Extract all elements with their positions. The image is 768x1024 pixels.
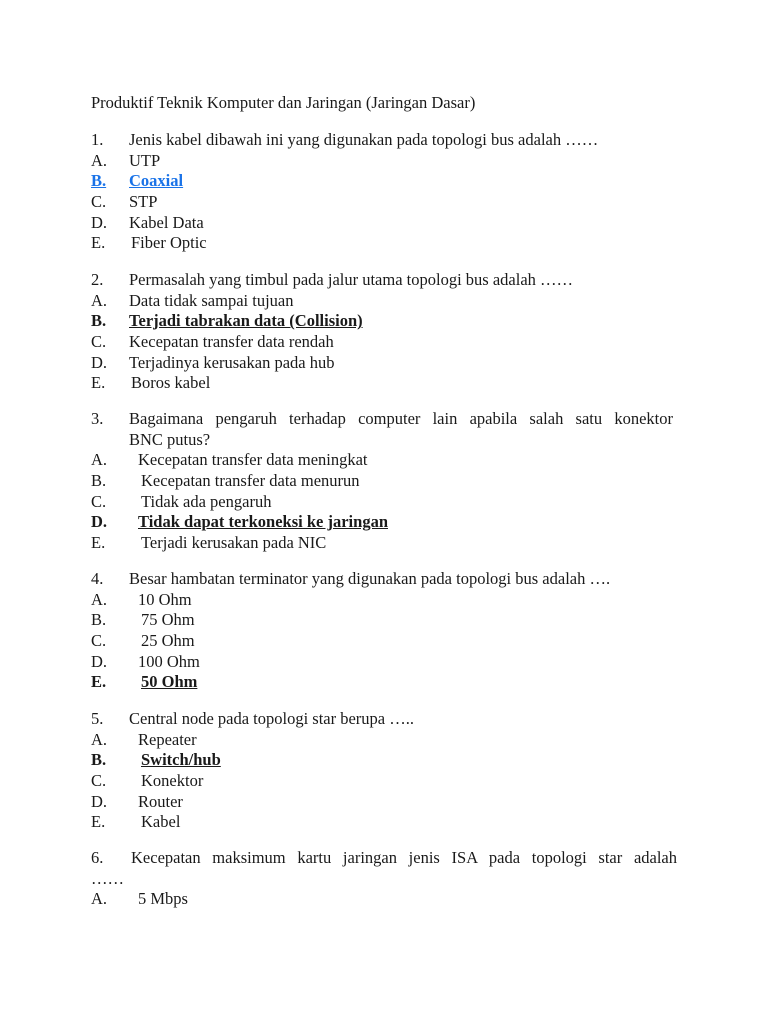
option-3c: C. Tidak ada pengaruh	[91, 491, 272, 511]
option-5b-answer: B. Switch/hub	[91, 750, 221, 770]
option-4c: C. 25 Ohm	[91, 631, 195, 651]
option-1e: E. Fiber Optic	[91, 233, 207, 253]
option-5a: A. Repeater	[91, 729, 197, 749]
option-1b-answer: B. Coaxial	[91, 171, 184, 191]
question-5-header	[91, 709, 677, 730]
option-1d: D. Kabel Data	[91, 212, 204, 232]
question-2-header	[91, 270, 677, 291]
option-4a: A. 10 Ohm	[91, 589, 192, 609]
question-1	[91, 130, 677, 254]
option-3b: B. Kecepatan transfer data menurun	[91, 471, 360, 491]
option-2d: D. Terjadinya kerusakan pada hub	[91, 352, 335, 372]
option-1a: A. UTP	[91, 150, 161, 170]
question-3	[91, 409, 673, 554]
question-number: 4.	[91, 569, 104, 588]
option-1c: C. STP	[91, 192, 158, 212]
option-5c: C. Konektor	[91, 771, 204, 791]
question-3-header	[91, 409, 673, 430]
question-text-continued: ……	[91, 868, 124, 888]
option-2a: A. Data tidak sampai tujuan	[91, 290, 294, 310]
option-4b: B. 75 Ohm	[91, 610, 195, 630]
question-text: Permasalah yang timbul pada jalur utama topologi bus adalah ……	[129, 270, 574, 289]
question-text: Central node pada topologi star berupa …..	[129, 709, 415, 728]
question-6	[91, 848, 677, 910]
question-text: Bagaimana pengaruh terhadap computer lain apabila salah satu konektor	[129, 409, 673, 428]
question-4-header	[91, 569, 677, 590]
question-number: 1.	[91, 130, 104, 149]
option-2c: C. Kecepatan transfer data rendah	[91, 332, 334, 352]
question-6-header	[91, 848, 677, 869]
option-3a: A. Kecepatan transfer data meningkat	[91, 450, 368, 470]
question-number: 3.	[91, 409, 104, 428]
document-title: Produktif Teknik Komputer dan Jaringan (Jaringan Dasar)	[91, 93, 476, 112]
question-5	[91, 709, 677, 833]
question-1-header	[91, 130, 677, 151]
option-2b-answer: B. Terjadi tabrakan data (Collision)	[91, 311, 363, 331]
option-5e: E. Kabel	[91, 812, 181, 832]
question-text: Besar hambatan terminator yang digunakan pada topologi bus adalah ….	[129, 569, 611, 588]
question-2	[91, 270, 677, 394]
question-4	[91, 569, 677, 693]
question-text: Kecepatan maksimum kartu jaringan jenis ISA pada topologi star adalah	[131, 848, 677, 867]
question-number: 2.	[91, 270, 104, 289]
option-2e: E. Boros kabel	[91, 373, 211, 393]
option-5d: D. Router	[91, 791, 183, 811]
option-3d-answer: D. Tidak dapat terkoneksi ke jaringan	[91, 512, 388, 532]
option-6a: A. 5 Mbps	[91, 889, 188, 909]
question-number: 5.	[91, 709, 104, 728]
question-number: 6.	[91, 848, 104, 867]
question-text: Jenis kabel dibawah ini yang digunakan pada topologi bus adalah ……	[129, 130, 599, 149]
question-text-continued: BNC putus?	[129, 429, 211, 449]
option-4e-answer: E. 50 Ohm	[91, 672, 198, 692]
option-4d: D. 100 Ohm	[91, 651, 200, 671]
option-3e: E. Terjadi kerusakan pada NIC	[91, 533, 327, 553]
